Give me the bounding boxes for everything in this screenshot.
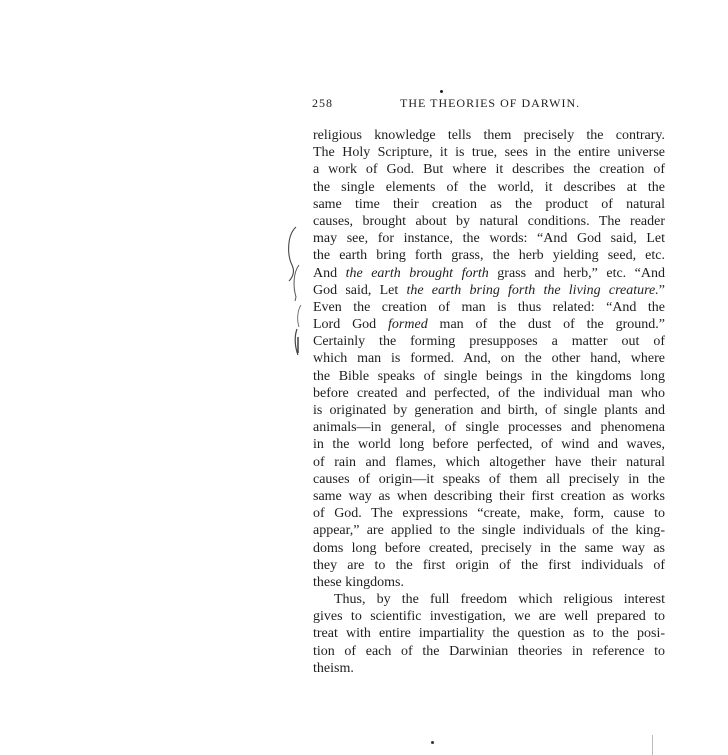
footer-ink-dot bbox=[431, 741, 434, 744]
text-line: Even the creation of man is thus related: “And the bbox=[313, 299, 665, 315]
text-line: doms long before created, precisely in the same way as bbox=[313, 540, 665, 556]
text-line: the single elements of the world, it describes at the bbox=[313, 179, 665, 195]
text-line: same way as when describing their first creation as works bbox=[313, 488, 665, 504]
running-title: THE THEORIES OF DARWIN. bbox=[400, 96, 581, 110]
text-fragment: grass and herb,” etc. “And bbox=[488, 265, 665, 281]
text-line: these kingdoms. bbox=[313, 574, 404, 590]
text-line: Thus, by the full freedom which religious interest bbox=[334, 592, 665, 608]
text-fragment: God said, Let bbox=[313, 282, 407, 298]
text-line: animals—in general, of single processes and phenomena bbox=[313, 420, 665, 436]
header-ink-dot bbox=[440, 90, 443, 93]
text-line: the earth bring forth grass, the herb yielding seed, etc. bbox=[313, 248, 665, 264]
italic-phrase: the earth brought forth bbox=[345, 265, 489, 281]
running-header bbox=[312, 96, 665, 114]
text-line: appear,” are applied to the single individuals of the king- bbox=[313, 523, 665, 539]
text-line: in the world long before perfected, of wind and waves, bbox=[313, 437, 665, 453]
text-fragment: Lord God bbox=[313, 317, 389, 333]
text-fragment: man of the dust of the ground.” bbox=[427, 317, 665, 333]
text-line: religious knowledge tells them precisely the contrary. bbox=[313, 128, 665, 143]
text-line: of rain and flames, which altogether have their natural bbox=[313, 454, 665, 470]
text-line: which man is formed. And, on the other hand, where bbox=[313, 351, 665, 367]
text-line-with-italic bbox=[313, 282, 665, 299]
text-line: treat with entire impartiality the question as to the posi- bbox=[313, 626, 665, 642]
text-fragment: And bbox=[313, 265, 346, 281]
text-fragment: ” bbox=[658, 282, 665, 298]
text-line: theism. bbox=[313, 660, 354, 676]
text-line: causes of origin—it speaks of them all precisely in the bbox=[313, 471, 665, 487]
text-line-with-italic bbox=[313, 265, 665, 282]
page-number: 258 bbox=[312, 96, 333, 110]
text-line: is originated by generation and birth, of single plants and bbox=[313, 403, 665, 418]
text-line-with-italic bbox=[313, 316, 665, 333]
text-line: the Bible speaks of single beings in the kingdoms long bbox=[313, 368, 665, 384]
text-line: they are to the first origin of the first individuals of bbox=[313, 557, 665, 573]
body-text bbox=[313, 127, 665, 677]
margin-bracket-mark bbox=[283, 225, 303, 365]
italic-phrase: formed bbox=[388, 317, 428, 333]
scan-edge-line bbox=[652, 735, 653, 755]
text-line: The Holy Scripture, it is true, sees in the entire universe bbox=[313, 145, 665, 161]
text-line: a work of God. But where it describes the creation of bbox=[313, 162, 665, 178]
text-line: of God. The expressions “create, make, form, cause to bbox=[313, 506, 665, 522]
italic-phrase: the earth bring forth the living creature. bbox=[406, 282, 659, 298]
text-line: before created and perfected, of the individual man who bbox=[313, 385, 665, 401]
text-line: gives to scientific investigation, we are well prepared to bbox=[313, 609, 665, 625]
text-line: tion of each of the Darwinian theories in reference to bbox=[313, 643, 665, 659]
text-line: same time their creation as the product of natural bbox=[313, 196, 665, 212]
text-line: causes, brought about by natural conditions. The reader bbox=[313, 213, 665, 229]
text-line: may see, for instance, the words: “And God said, Let bbox=[313, 231, 665, 247]
text-line: Certainly the forming presupposes a matter out of bbox=[313, 334, 665, 350]
